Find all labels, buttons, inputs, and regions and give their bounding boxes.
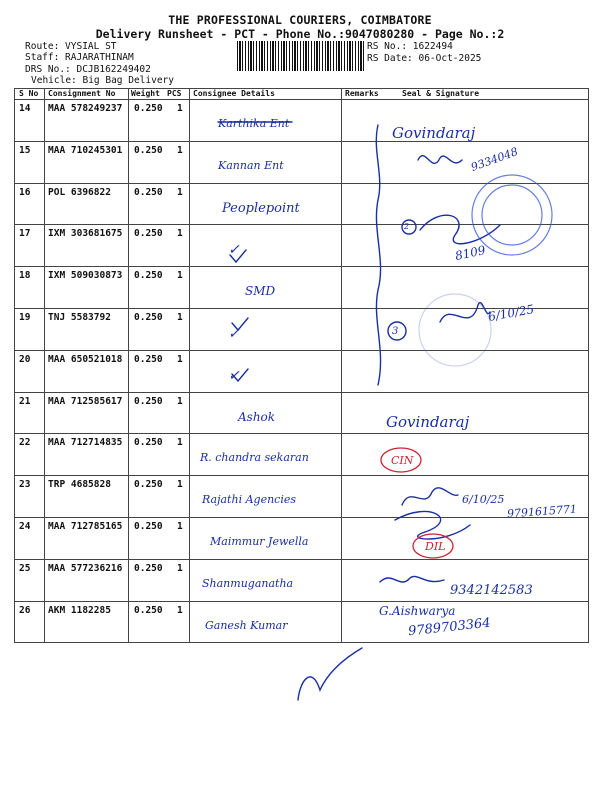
signature-24 — [395, 512, 470, 540]
row-sno: 15 — [19, 144, 31, 156]
row-weight: 0.250 — [134, 479, 163, 491]
row-consignment-no: TNJ 5583792 — [48, 312, 111, 323]
company-name: THE PROFESSIONAL COURIERS, COIMBATORE — [168, 13, 432, 27]
row-sno: 22 — [19, 437, 31, 449]
row-consignment-no: MAA 577236216 — [48, 562, 123, 574]
row-consignment-no: MAA 712585617 — [48, 395, 123, 407]
stamp-faded — [419, 294, 491, 366]
row-sno: 25 — [19, 562, 31, 574]
col-consignee: Consignee Details — [193, 89, 275, 98]
signature-21: Govindaraj — [386, 413, 470, 431]
row-pcs: 1 — [177, 228, 183, 240]
row-pcs: 1 — [177, 562, 183, 574]
row-consignee: Rajathi Agencies — [202, 493, 296, 507]
row-pcs: 1 — [177, 353, 183, 365]
drs-number: DRS No.: DCJB162249402 — [25, 64, 151, 75]
row-consignee: R. chandra sekaran — [200, 451, 309, 465]
row-consignment-no: MAA 710245301 — [48, 144, 123, 156]
row-pcs: 1 — [177, 270, 183, 282]
row-consignee: ✓ — [228, 326, 240, 342]
red-circle-24 — [413, 534, 453, 558]
signature-25 — [380, 576, 444, 582]
row-weight: 0.250 — [134, 186, 163, 198]
row-consignee: Ganesh Kumar — [205, 618, 288, 632]
signature-17 — [420, 215, 500, 244]
row-consignment-no: IXM 509030873 — [48, 270, 123, 282]
row-weight: 0.250 — [134, 228, 163, 240]
col-seal-signature: Seal & Signature — [402, 89, 480, 98]
row-consignee: Kannan Ent — [218, 158, 284, 172]
row-consignee: Shanmuganatha — [202, 576, 294, 590]
row-weight: 0.250 — [134, 144, 163, 156]
row-consignment-no: TRP 4685828 — [48, 479, 111, 491]
col-consignment: Consignment No — [48, 89, 116, 98]
row-consignment-no: MAA 578249237 — [48, 103, 123, 114]
mark-22: CIN — [391, 454, 414, 467]
signature-26: G.Aishwarya — [379, 604, 456, 618]
row-consignment-no: MAA 650521018 — [48, 353, 123, 365]
row-pcs: 1 — [177, 395, 183, 407]
date-23: 6/10/25 — [462, 493, 505, 506]
row-consignment-no: MAA 712714835 — [48, 437, 123, 449]
row-pcs: 1 — [177, 479, 183, 491]
col-pcs: PCS — [167, 89, 182, 98]
row-pcs: 1 — [177, 521, 183, 532]
row-weight: 0.250 — [134, 312, 163, 323]
row-sno: 24 — [19, 521, 31, 532]
row-pcs: 1 — [177, 437, 183, 449]
row-weight: 0.250 — [134, 562, 163, 574]
row-consignment-no: MAA 712785165 — [48, 521, 123, 532]
phone-23: 9791615771 — [506, 502, 578, 521]
row-weight: 0.250 — [134, 395, 163, 407]
col-remarks: Remarks — [345, 89, 379, 98]
col-weight: Weight — [131, 89, 160, 98]
stamp-people-point — [472, 175, 552, 255]
row-sno: 20 — [19, 353, 31, 365]
row-sno: 26 — [19, 604, 31, 616]
row-consignee: Peoplepoint — [222, 200, 300, 216]
row-sno: 17 — [19, 228, 31, 240]
row-sno: 16 — [19, 186, 31, 198]
stray-stroke — [298, 648, 362, 700]
rs-date: RS Date: 06-Oct-2025 — [367, 53, 482, 64]
phone-26: 9789703364 — [407, 615, 492, 640]
signature-15 — [418, 156, 462, 164]
signature-19 — [440, 303, 490, 322]
row-weight: 0.250 — [134, 437, 163, 449]
row-consignment-no: AKM 1182285 — [48, 604, 111, 616]
check-mark-17 — [230, 250, 246, 262]
circle-19 — [388, 322, 406, 340]
circled-2: 2 — [404, 222, 410, 231]
mark-24: DIL — [425, 540, 446, 553]
row-weight: 0.250 — [134, 521, 163, 532]
row-pcs: 1 — [177, 103, 183, 114]
row-sno: 19 — [19, 312, 31, 323]
row-pcs: 1 — [177, 312, 183, 323]
row-sno: 18 — [19, 270, 31, 282]
phone-15: 9334048 — [469, 145, 520, 174]
row-weight: 0.250 — [134, 270, 163, 282]
phone-25: 9342142583 — [450, 583, 533, 598]
row-sno: 23 — [19, 479, 31, 491]
row-pcs: 1 — [177, 604, 183, 616]
red-circle-22 — [381, 448, 421, 472]
row-consignment-no: IXM 303681675 — [48, 228, 123, 240]
row-consignee: Maimmur Jewella — [210, 535, 309, 548]
runsheet-title: Delivery Runsheet - PCT - Phone No.:9047080280 - Page No.:2 — [95, 27, 505, 41]
rs-number: RS No.: 1622494 — [367, 41, 453, 52]
check-mark-19 — [232, 318, 248, 330]
circled-3: 3 — [392, 326, 399, 337]
route-label: Route: VYSIAL ST — [25, 41, 117, 52]
staff-label: Staff: RAJARATHINAM — [25, 52, 134, 63]
col-sno: S No — [19, 89, 39, 98]
circle-17 — [402, 220, 416, 234]
row-consignee: Karthika Ent — [218, 117, 290, 130]
row-weight: 0.250 — [134, 103, 163, 114]
signature-23 — [402, 488, 458, 505]
check-mark-20 — [232, 369, 248, 381]
row-weight: 0.250 — [134, 353, 163, 365]
row-consignee: ✓ — [228, 367, 240, 384]
remarks-bracket-stroke — [376, 125, 380, 385]
date-19: 6/10/25 — [487, 302, 536, 324]
row-sno: 21 — [19, 395, 31, 407]
signature-14: Govindaraj — [392, 124, 476, 142]
row-pcs: 1 — [177, 186, 183, 198]
row-weight: 0.250 — [134, 604, 163, 616]
row-consignee: Ashok — [238, 409, 276, 424]
row-consignee: ✓ — [228, 242, 240, 259]
row-consignee: SMD — [245, 284, 276, 299]
vehicle-label: Vehicle: Big Bag Delivery — [31, 75, 174, 86]
row-sno: 14 — [19, 103, 31, 114]
row-pcs: 1 — [177, 144, 183, 156]
row-consignment-no: POL 6396822 — [48, 186, 111, 198]
phone-16: 8109 — [453, 242, 487, 264]
